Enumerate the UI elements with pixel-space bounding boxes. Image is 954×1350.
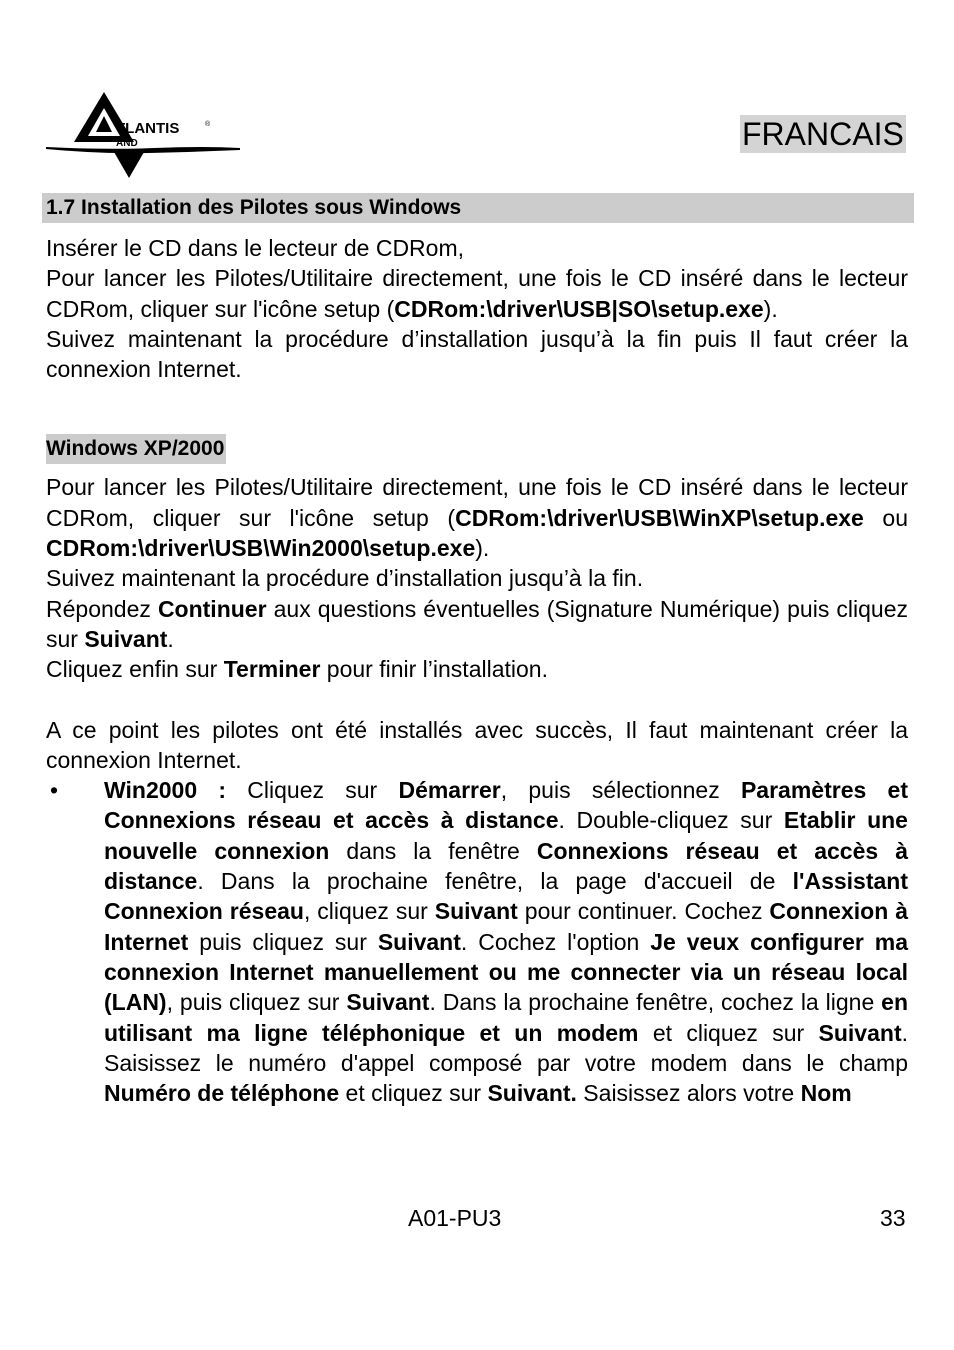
windows-xp-heading: Windows XP/2000 xyxy=(46,434,226,464)
xp-paragraph-5: A ce point les pilotes ont été installés avec succès, Il faut maintenant créer la connexion Internet. xyxy=(46,716,908,773)
win2000-instructions: Win2000 : Cliquez sur Démarrer, puis sélectionnez Paramètres et Connexions réseau et accès à distance. Double-cliquez sur Etablir une nouvelle connexion dans la fenêtre Connexions réseau et accès à distance. Dans la prochaine fenêtre, la page d'accueil de l'Assistant Connexion réseau, cliquez sur Suivant pour continuer. Cochez Connexion à Internet puis cliquez sur Suivant. Cochez l'option Je veux configurer ma connexion Internet manuellement ou me connecter via un réseau local (LAN), puis cliquez sur Suivant. Dans la prochaine fenêtre, cochez la ligne en utilisant ma ligne téléphonique et un modem et cliquez sur Suivant. Saisissez le numéro d'appel composé par votre modem dans le champ Numéro de téléphone et cliquez sur Suivant. Saisissez alors votre Nom xyxy=(104,777,909,1107)
language-label: FRANCAIS xyxy=(742,116,904,152)
page-content xyxy=(46,233,908,1108)
win2000-bullet xyxy=(46,775,908,1108)
xp-paragraph-3: Répondez Continuer aux questions éventuelles (Signature Numérique) puis cliquez sur Suivant. xyxy=(46,595,908,652)
xp-paragraph-1: Pour lancer les Pilotes/Utilitaire directement, une fois le CD inséré dans le lecteur CDRom, cliquer sur l'icône setup (CDRom:\driver\USB\WinXP\setup.exe ou CDRom:\driver\USB\Win2000\setup.exe). xyxy=(46,474,908,562)
setup-path-win2000: CDRom:\driver\USB\Win2000\setup.exe xyxy=(46,535,476,562)
intro-paragraph-2: Suivez maintenant la procédure d’installation jusqu’à la fin puis Il faut créer la connexion Internet. xyxy=(46,325,908,383)
intro-line: Insérer le CD dans le lecteur de CDRom, xyxy=(46,235,464,261)
setup-path-winxp: CDRom:\driver\USB\WinXP\setup.exe xyxy=(455,504,864,531)
section-title: 1.7 Installation des Pilotes sous Windows xyxy=(42,193,914,223)
document-code: A01-PU3 xyxy=(408,1205,502,1231)
page-number: 33 xyxy=(880,1205,906,1231)
xp-paragraph-4: Cliquez enfin sur Terminer pour finir l’installation. xyxy=(46,656,548,683)
svg-text:TLANTIS: TLANTIS xyxy=(116,120,180,137)
svg-text:AND: AND xyxy=(116,138,138,149)
intro-paragraph-1: Pour lancer les Pilotes/Utilitaire directement, une fois le CD inséré dans le lecteur CDRom, cliquer sur l'icône setup (CDRom:\driver\USB|SO\setup.exe). xyxy=(46,265,908,322)
atlantis-logo xyxy=(44,90,244,185)
svg-text:®: ® xyxy=(205,121,211,128)
bullet-icon: • xyxy=(50,777,59,804)
xp-paragraph-2: Suivez maintenant la procédure d’installation jusqu’à la fin. xyxy=(46,565,644,592)
setup-path: CDRom:\driver\USB|SO\setup.exe xyxy=(394,295,764,322)
